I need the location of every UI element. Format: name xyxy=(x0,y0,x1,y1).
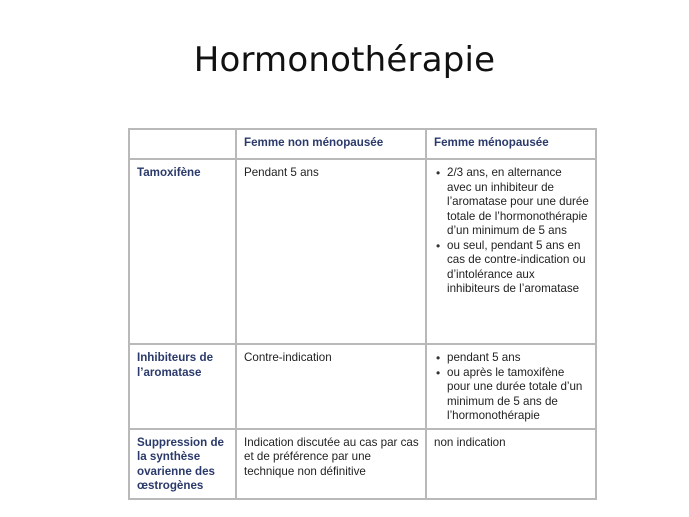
hormonotherapy-table-container xyxy=(128,128,595,492)
row-label-tamoxifene: Tamoxifène xyxy=(129,159,236,344)
cell-inhibiteurs-non-menopause: Contre-indication xyxy=(236,344,426,429)
cell-tamoxifene-non-menopause: Pendant 5 ans xyxy=(236,159,426,344)
list-item: • pendant 5 ans xyxy=(447,351,589,366)
cell-suppression-menopause: non indication xyxy=(426,429,596,499)
cell-inhibiteurs-menopause xyxy=(426,344,596,429)
cell-suppression-non-menopause: Indication discutée au cas par cas et de préférence par une technique non définitive xyxy=(236,429,426,499)
header-menopause: Femme ménopausée xyxy=(426,129,596,159)
list-item: • ou seul, pendant 5 ans en cas de contre-indication ou d’intolérance aux inhibiteurs de l’aromatase xyxy=(447,239,589,297)
cell-tamoxifene-menopause xyxy=(426,159,596,344)
bullet-list xyxy=(434,166,589,297)
row-label-inhibiteurs: Inhibiteurs de l’aromatase xyxy=(129,344,236,429)
table-row-inhibiteurs xyxy=(129,344,596,429)
table-row-suppression xyxy=(129,429,596,499)
slide-title: Hormonothérapie xyxy=(193,40,496,80)
table-row-tamoxifene xyxy=(129,159,596,344)
bullet-list xyxy=(434,351,589,424)
table-header-row xyxy=(129,129,596,159)
header-empty-cell xyxy=(129,129,236,159)
list-item: • 2/3 ans, en alternance avec un inhibiteur de l’aromatase pour une durée totale de l’hormonothérapie d’un minimum de 5 ans xyxy=(447,166,589,239)
row-label-suppression: Suppression de la synthèse ovarienne des œstrogènes xyxy=(129,429,236,499)
header-non-menopause: Femme non ménopausée xyxy=(236,129,426,159)
list-item: • ou après le tamoxifène pour une durée totale d’un minimum de 5 ans de l’hormonothérapie xyxy=(447,366,589,424)
hormonotherapy-table xyxy=(128,128,597,500)
